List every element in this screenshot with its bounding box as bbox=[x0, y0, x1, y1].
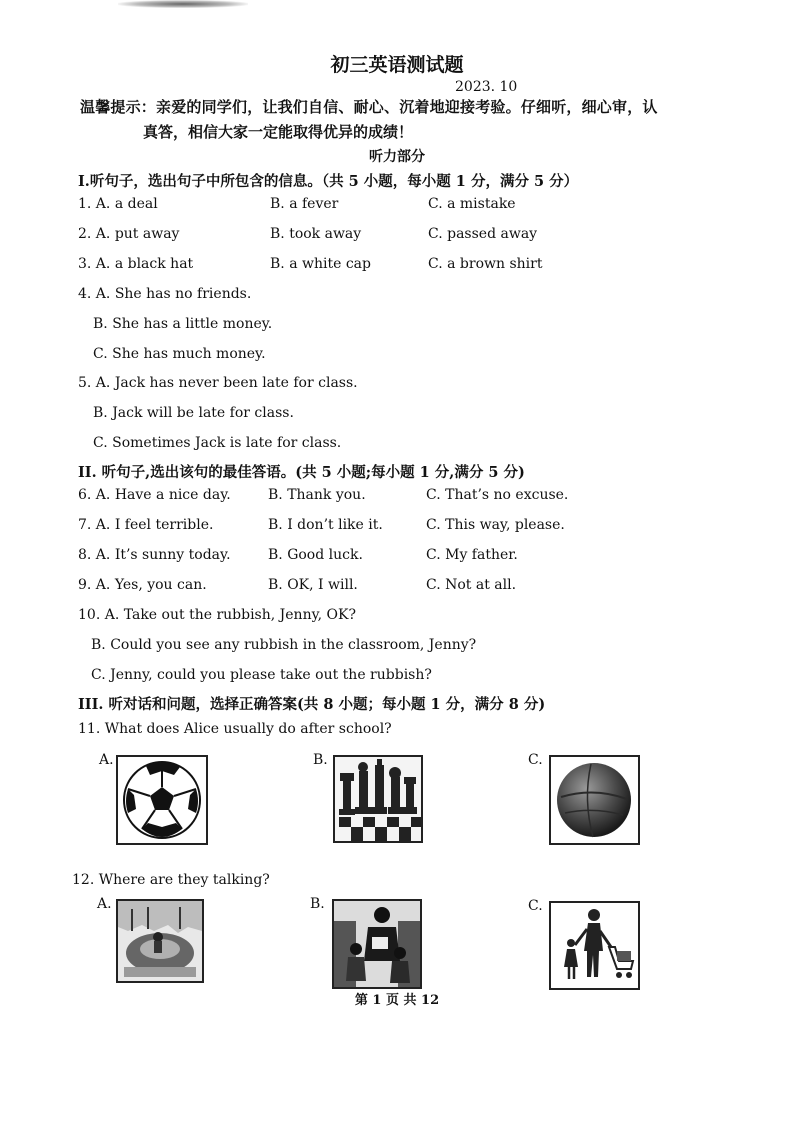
page-title: 初三英语测试题 bbox=[330, 54, 464, 76]
library-scene-icon bbox=[334, 901, 420, 987]
shopping-scene-icon bbox=[551, 903, 638, 988]
q12-picture-c bbox=[549, 901, 640, 990]
q11-picture-b bbox=[333, 755, 423, 843]
q11-picture-c bbox=[549, 755, 640, 845]
q11-question: 11. What does Alice usually do after school? bbox=[78, 721, 392, 737]
q3-option-b: B. a white cap bbox=[270, 256, 371, 272]
park-scene-icon bbox=[118, 901, 202, 981]
soccer-ball-icon bbox=[118, 757, 206, 843]
q8-option-b: B. Good luck. bbox=[268, 547, 363, 563]
q10-option-b: B. Could you see any rubbish in the classroom, Jenny? bbox=[91, 637, 477, 653]
q9-option-a: 9. A. Yes, you can. bbox=[78, 577, 207, 593]
q5-option-b: B. Jack will be late for class. bbox=[93, 405, 294, 421]
basketball-icon bbox=[551, 757, 638, 843]
q12-label-b: B. bbox=[310, 896, 325, 912]
listening-subhead: 听力部分 bbox=[369, 149, 425, 165]
q7-option-b: B. I don’t like it. bbox=[268, 517, 383, 533]
page-number: 第 1 页 共 12 bbox=[354, 993, 440, 1008]
q8-option-a: 8. A. It’s sunny today. bbox=[78, 547, 231, 563]
q10-option-a: 10. A. Take out the rubbish, Jenny, OK? bbox=[78, 607, 356, 623]
q9-option-b: B. OK, I will. bbox=[268, 577, 358, 593]
q3-option-c: C. a brown shirt bbox=[428, 256, 543, 272]
q2-option-a: 2. A. put away bbox=[78, 226, 180, 242]
q1-option-a: 1. A. a deal bbox=[78, 196, 158, 212]
section-2-heading: II. 听句子,选出该句的最佳答语。(共 5 小题;每小题 1 分,满分 5 分) bbox=[78, 464, 525, 481]
q12-label-a: A. bbox=[97, 896, 112, 912]
q11-picture-a bbox=[116, 755, 208, 845]
q8-option-c: C. My father. bbox=[426, 547, 518, 563]
exam-date: 2023. 10 bbox=[455, 79, 518, 95]
q11-label-a: A. bbox=[99, 752, 114, 768]
q6-option-b: B. Thank you. bbox=[268, 487, 366, 503]
q1-option-c: C. a mistake bbox=[428, 196, 516, 212]
q12-picture-b bbox=[332, 899, 422, 989]
q11-label-c: C. bbox=[528, 752, 543, 768]
tip-line-2: 真答，相信大家一定能取得优异的成绩！ bbox=[143, 123, 414, 141]
q5-option-c: C. Sometimes Jack is late for class. bbox=[93, 435, 342, 451]
chess-pieces-icon bbox=[335, 757, 421, 841]
q1-option-b: B. a fever bbox=[270, 196, 339, 212]
q3-option-a: 3. A. a black hat bbox=[78, 256, 194, 272]
q6-option-c: C. That’s no excuse. bbox=[426, 487, 569, 503]
q12-label-c: C. bbox=[528, 898, 543, 914]
q7-option-a: 7. A. I feel terrible. bbox=[78, 517, 214, 533]
q9-option-c: C. Not at all. bbox=[426, 577, 517, 593]
q4-option-a: 4. A. She has no friends. bbox=[78, 286, 252, 302]
section-1-heading: I.听句子，选出句子中所包含的信息。（共 5 小题，每小题 1 分，满分 5 分） bbox=[78, 173, 579, 190]
q2-option-b: B. took away bbox=[270, 226, 362, 242]
scan-smudge bbox=[118, 0, 248, 8]
section-3-heading: III. 听对话和问题，选择正确答案(共 8 小题；每小题 1 分，满分 8 分) bbox=[78, 696, 546, 713]
q10-option-c: C. Jenny, could you please take out the rubbish? bbox=[91, 667, 432, 683]
q11-label-b: B. bbox=[313, 752, 328, 768]
q7-option-c: C. This way, please. bbox=[426, 517, 565, 533]
tip-line-1: 温馨提示：亲爱的同学们，让我们自信、耐心、沉着地迎接考验。仔细听，细心审，认 bbox=[80, 98, 658, 116]
q6-option-a: 6. A. Have a nice day. bbox=[78, 487, 231, 503]
q4-option-c: C. She has much money. bbox=[93, 346, 266, 362]
q4-option-b: B. She has a little money. bbox=[93, 316, 273, 332]
q12-picture-a bbox=[116, 899, 204, 983]
q2-option-c: C. passed away bbox=[428, 226, 538, 242]
q12-question: 12. Where are they talking? bbox=[72, 872, 270, 888]
q5-option-a: 5. A. Jack has never been late for class. bbox=[78, 375, 358, 391]
